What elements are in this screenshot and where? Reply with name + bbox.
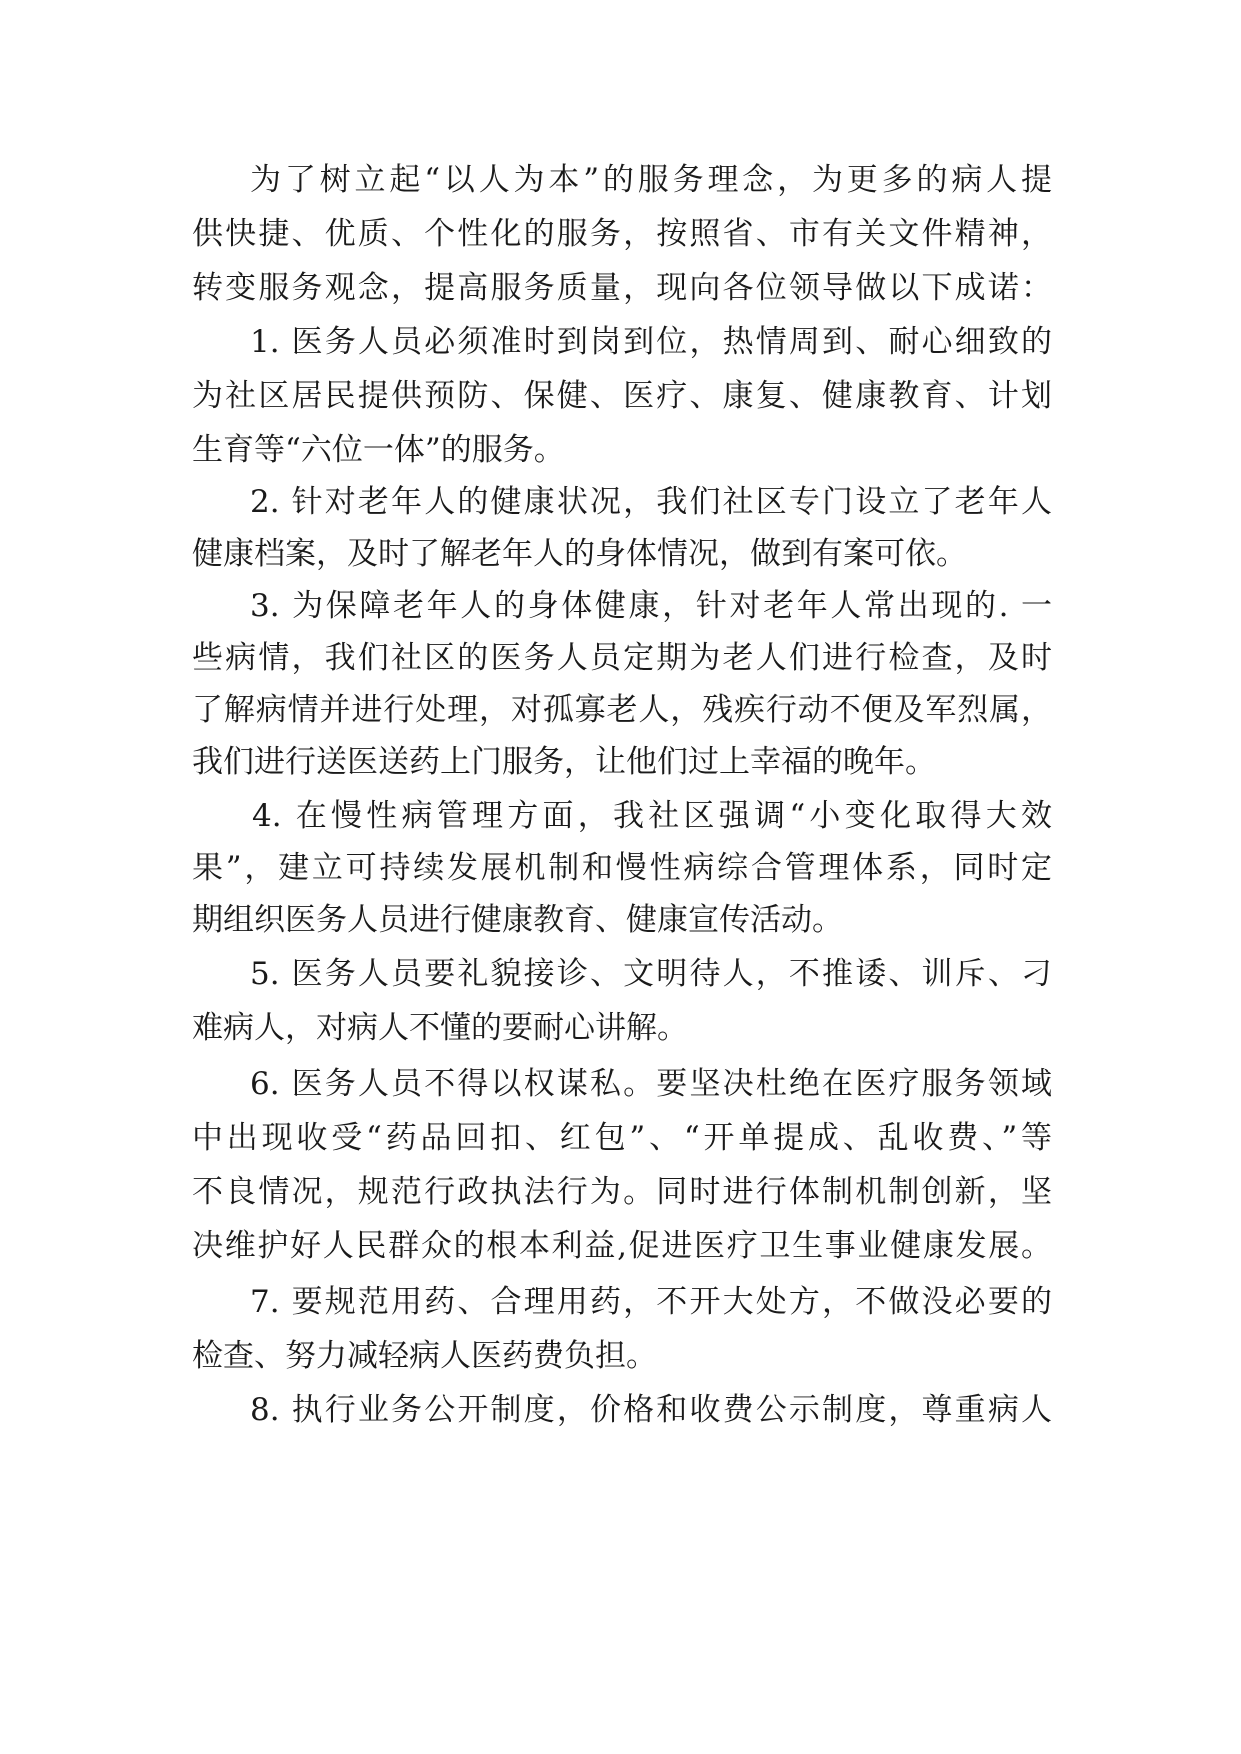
item-4-line-3: 期组织医务人员进行健康教育、健康宣传活动。 [192,902,843,938]
item-6-line-1: 6. 医务人员不得以权谋私。要坚决杜绝在医疗服务领域 [250,1066,1052,1102]
item-4-line-2: 果”，建立可持续发展机制和慢性病综合管理体系，同时定 [192,850,1052,886]
paragraph-intro-line-2: 供快捷、优质、个性化的服务，按照省、市有关文件精神， [192,216,1052,252]
item-3-line-4: 我们进行送医送药上门服务，让他们过上幸福的晚年。 [192,744,936,780]
item-3-line-1: 3. 为保障老年人的身体健康，针对老年人常出现的. 一 [250,588,1052,624]
item-2-line-2: 健康档案，及时了解老年人的身体情况，做到有案可依。 [192,536,967,572]
item-4-line-1: 4. 在慢性病管理方面，我社区强调“小变化取得大效 [252,798,1052,834]
item-1-line-1: 1. 医务人员必须准时到岗到位，热情周到、耐心细致的 [250,324,1052,360]
item-1-line-3: 生育等“六位一体”的服务。 [192,432,565,468]
paragraph-intro-line-3: 转变服务观念，提高服务质量，现向各位领导做以下成诺： [192,270,1052,306]
paragraph-intro-line-1: 为了树立起“以人为本”的服务理念，为更多的病人提 [250,162,1052,198]
item-5-line-2: 难病人，对病人不懂的要耐心讲解。 [192,1010,688,1046]
item-3-line-3: 了解病情并进行处理，对孤寡老人，残疾行动不便及军烈属， [192,692,1052,728]
item-6-line-4: 决维护好人民群众的根本利益,促进医疗卫生事业健康发展。 [192,1228,1052,1264]
item-8-line-1: 8. 执行业务公开制度，价格和收费公示制度，尊重病人 [250,1392,1052,1428]
item-5-line-1: 5. 医务人员要礼貌接诊、文明待人，不推诿、训斥、刁 [250,956,1052,992]
item-3-line-2: 些病情，我们社区的医务人员定期为老人们进行检查，及时 [192,640,1052,676]
item-6-line-3: 不良情况，规范行政执法行为。同时进行体制机制创新，坚 [192,1174,1052,1210]
item-2-line-1: 2. 针对老年人的健康状况，我们社区专门设立了老年人 [250,484,1052,520]
item-7-line-2: 检查、努力减轻病人医药费负担。 [192,1338,657,1374]
item-6-line-2: 中出现收受“药品回扣、红包”、“开单提成、乱收费、”等 [192,1120,1052,1156]
item-7-line-1: 7. 要规范用药、合理用药，不开大处方，不做没必要的 [250,1284,1052,1320]
item-1-line-2: 为社区居民提供预防、保健、医疗、康复、健康教育、计划 [192,378,1052,414]
